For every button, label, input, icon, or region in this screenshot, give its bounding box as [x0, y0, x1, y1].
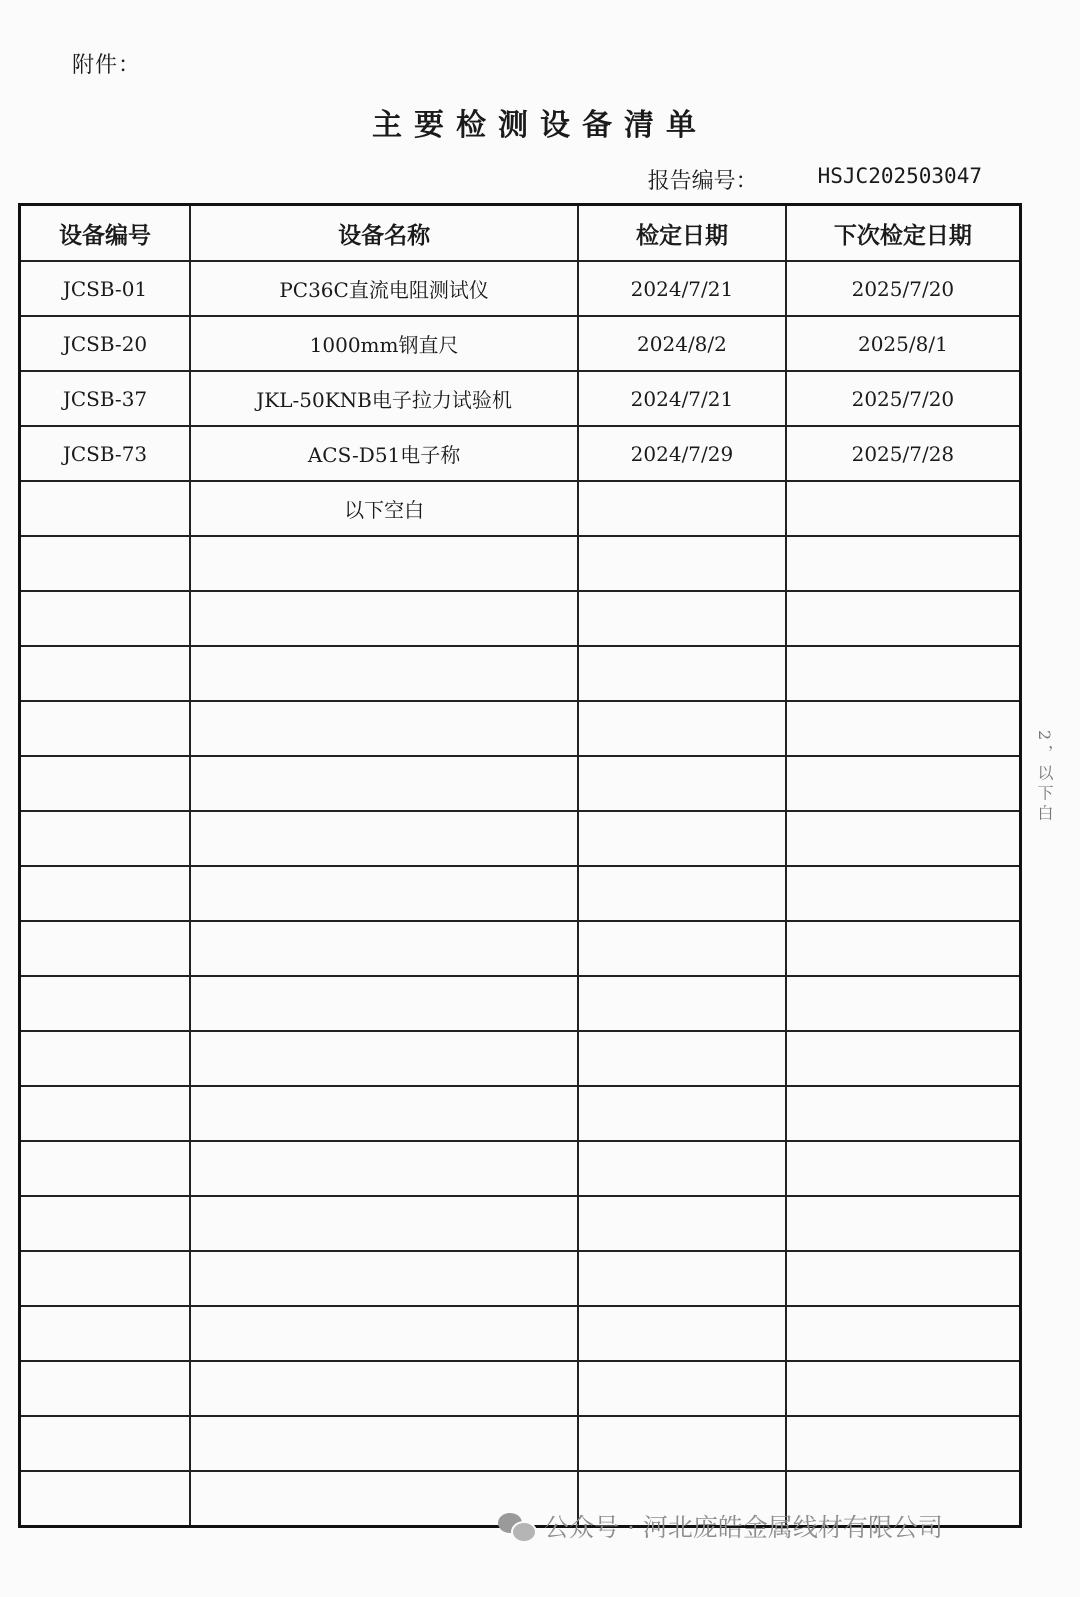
blank-cell [786, 866, 1021, 921]
blank-cell [20, 1361, 191, 1416]
table-row-blank [20, 1196, 1021, 1251]
table-row-end-marker [20, 481, 1021, 536]
table-row [20, 371, 1021, 426]
blank-cell [190, 701, 578, 756]
header-equipment-name: 设备名称 [190, 205, 578, 262]
blank-cell [786, 756, 1021, 811]
wechat-icon [498, 1511, 536, 1541]
cell-equipment-name: ACS-D51电子称 [190, 426, 578, 481]
table-header-row [20, 205, 1021, 262]
blank-cell [20, 1141, 191, 1196]
table-row-blank [20, 1251, 1021, 1306]
table-row-blank [20, 1361, 1021, 1416]
header-next-calibration-date: 下次检定日期 [786, 205, 1021, 262]
table-row-blank [20, 866, 1021, 921]
blank-cell [786, 591, 1021, 646]
side-stamp-text: 2，以下白 [1035, 730, 1054, 825]
table-row-blank [20, 646, 1021, 701]
blank-cell [190, 646, 578, 701]
table-row-blank [20, 756, 1021, 811]
table-row-blank [20, 811, 1021, 866]
blank-cell [578, 591, 786, 646]
blank-cell [578, 1031, 786, 1086]
blank-cell [20, 1471, 191, 1527]
blank-cell [190, 1416, 578, 1471]
blank-cell [190, 1196, 578, 1251]
table-row-blank [20, 1141, 1021, 1196]
blank-cell [578, 756, 786, 811]
attachment-label: 附件： [72, 53, 142, 78]
table-row-blank [20, 536, 1021, 591]
blank-cell [190, 866, 578, 921]
blank-cell [786, 1251, 1021, 1306]
table-row [20, 426, 1021, 481]
blank-cell [20, 1196, 191, 1251]
table-row-blank [20, 591, 1021, 646]
blank-cell [578, 866, 786, 921]
cell-next-calibration-date: 2025/7/28 [786, 426, 1021, 481]
blank-cell [190, 536, 578, 591]
blank-cell [578, 536, 786, 591]
cell-equipment-no: JCSB-01 [20, 261, 191, 316]
cell-next-calibration-date [786, 481, 1021, 536]
blank-cell [578, 646, 786, 701]
cell-equipment-name: JKL-50KNB电子拉力试验机 [190, 371, 578, 426]
blank-cell [786, 976, 1021, 1031]
blank-cell [20, 921, 191, 976]
blank-cell [578, 921, 786, 976]
blank-cell [20, 976, 191, 1031]
report-number-value: HSJC202503047 [817, 164, 982, 188]
blank-cell [786, 536, 1021, 591]
blank-cell [578, 811, 786, 866]
blank-cell [190, 921, 578, 976]
blank-cell [20, 866, 191, 921]
blank-cell [190, 1306, 578, 1361]
cell-calibration-date: 2024/8/2 [578, 316, 786, 371]
table-row-blank [20, 701, 1021, 756]
blank-cell [786, 1416, 1021, 1471]
cell-calibration-date: 2024/7/29 [578, 426, 786, 481]
blank-cell [190, 1031, 578, 1086]
cell-equipment-no: JCSB-37 [20, 371, 191, 426]
blank-cell [20, 1251, 191, 1306]
blank-cell [786, 1141, 1021, 1196]
blank-cell [786, 1306, 1021, 1361]
blank-cell [578, 701, 786, 756]
cell-end-marker: 以下空白 [190, 481, 578, 536]
cell-equipment-name: PC36C直流电阻测试仪 [190, 261, 578, 316]
cell-next-calibration-date: 2025/8/1 [786, 316, 1021, 371]
table-row-blank [20, 1306, 1021, 1361]
equipment-table [18, 203, 1022, 1528]
cell-calibration-date: 2024/7/21 [578, 371, 786, 426]
blank-cell [190, 1361, 578, 1416]
blank-cell [190, 756, 578, 811]
cell-equipment-name: 1000mm钢直尺 [190, 316, 578, 371]
blank-cell [190, 591, 578, 646]
table-row [20, 316, 1021, 371]
blank-cell [578, 976, 786, 1031]
blank-cell [578, 1196, 786, 1251]
blank-cell [786, 646, 1021, 701]
equipment-table-container [18, 203, 1022, 1528]
blank-cell [190, 976, 578, 1031]
header-equipment-no: 设备编号 [20, 205, 191, 262]
blank-cell [578, 1416, 786, 1471]
blank-cell [20, 1306, 191, 1361]
blank-cell [20, 1031, 191, 1086]
table-row [20, 261, 1021, 316]
page-title: 主要检测设备清单 [372, 108, 708, 143]
blank-cell [578, 1141, 786, 1196]
blank-cell [786, 701, 1021, 756]
table-row-blank [20, 921, 1021, 976]
blank-cell [20, 536, 191, 591]
blank-cell [20, 756, 191, 811]
header-calibration-date: 检定日期 [578, 205, 786, 262]
cell-equipment-no [20, 481, 191, 536]
blank-cell [20, 811, 191, 866]
watermark-text: 公众号 · 河北庞皓金属线材有限公司 [544, 1513, 943, 1542]
table-row-blank [20, 976, 1021, 1031]
table-row-blank [20, 1086, 1021, 1141]
cell-equipment-no: JCSB-20 [20, 316, 191, 371]
blank-cell [578, 1251, 786, 1306]
blank-cell [20, 591, 191, 646]
blank-cell [20, 1086, 191, 1141]
blank-cell [578, 1361, 786, 1416]
cell-calibration-date [578, 481, 786, 536]
blank-cell [20, 701, 191, 756]
cell-calibration-date: 2024/7/21 [578, 261, 786, 316]
cell-next-calibration-date: 2025/7/20 [786, 261, 1021, 316]
blank-cell [786, 1361, 1021, 1416]
table-row-blank [20, 1031, 1021, 1086]
blank-cell [786, 1086, 1021, 1141]
blank-cell [20, 646, 191, 701]
blank-cell [20, 1416, 191, 1471]
cell-next-calibration-date: 2025/7/20 [786, 371, 1021, 426]
blank-cell [786, 921, 1021, 976]
cell-equipment-no: JCSB-73 [20, 426, 191, 481]
blank-cell [190, 1086, 578, 1141]
table-row-blank [20, 1416, 1021, 1471]
report-number-label: 报告编号： [647, 169, 758, 194]
report-number [648, 164, 982, 195]
watermark [498, 1508, 943, 1544]
blank-cell [578, 1086, 786, 1141]
blank-cell [786, 811, 1021, 866]
blank-cell [190, 1251, 578, 1306]
blank-cell [578, 1306, 786, 1361]
blank-cell [786, 1196, 1021, 1251]
blank-cell [190, 1141, 578, 1196]
blank-cell [786, 1031, 1021, 1086]
blank-cell [190, 811, 578, 866]
